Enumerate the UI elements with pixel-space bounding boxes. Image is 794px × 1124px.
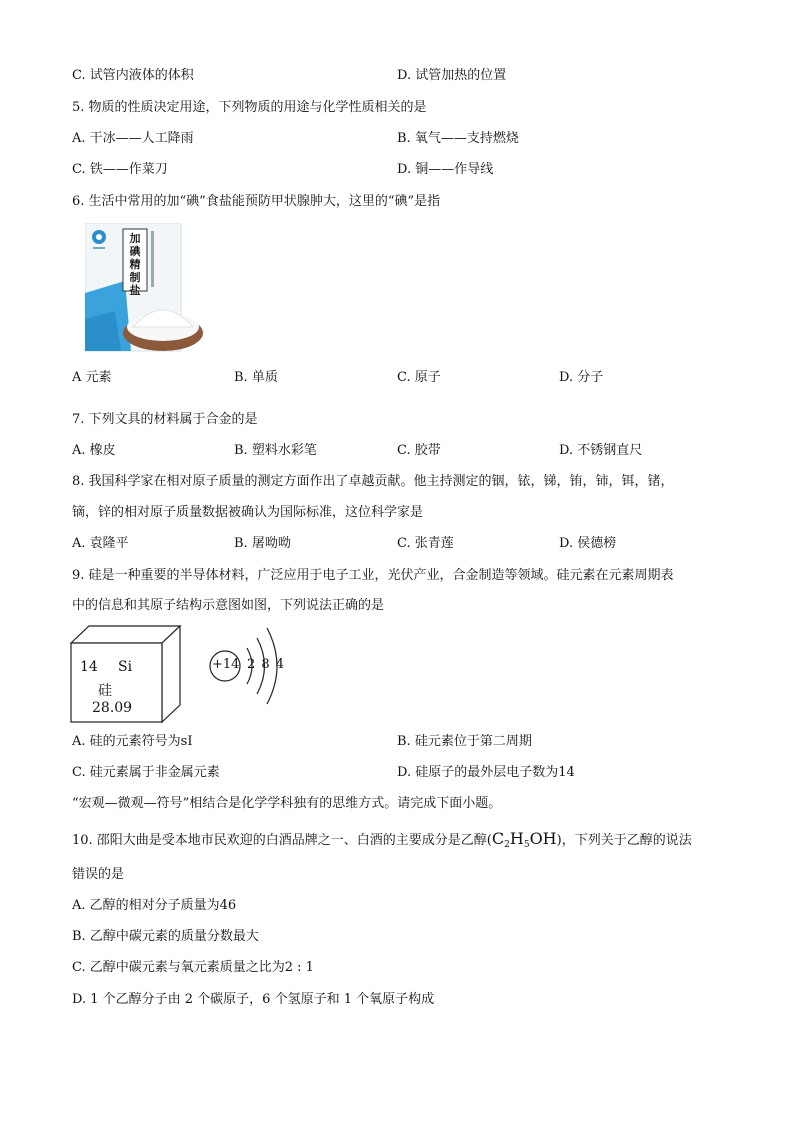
element-symbol: Si xyxy=(118,659,133,675)
iodized-salt-image xyxy=(85,223,203,355)
q6-option-d: D. 分子 xyxy=(559,370,604,385)
electron-shells: 2 8 4 xyxy=(247,657,286,672)
q6-option-c: C. 原子 xyxy=(397,370,441,385)
nucleus-charge: +14 xyxy=(212,657,240,672)
bag-title: 加碘精制盐 xyxy=(129,232,141,297)
q4-option-c: C. 试管内液体的体积 xyxy=(72,68,194,83)
q7-stem: 7. 下列文具的材料属于合金的是 xyxy=(72,412,258,427)
q9-option-b: B. 硅元素位于第二周期 xyxy=(397,734,532,749)
q10-option-d: D. 1 个乙醇分子由 2 个碳原子，6 个氢原子和 1 个氧原子构成 xyxy=(72,992,435,1007)
q7-option-b: B. 塑料水彩笔 xyxy=(234,443,317,458)
q7-option-c: C. 胶带 xyxy=(397,443,441,458)
q10-stem-post: )，下列关于乙醇的说法 xyxy=(556,833,692,848)
q6-option-a: A 元素 xyxy=(72,370,112,385)
q9-option-d: D. 硅原子的最外层电子数为14 xyxy=(397,765,575,780)
q8-option-d: D. 侯德榜 xyxy=(559,536,617,551)
q8-stem-line1: 8. 我国科学家在相对原子质量的测定方面作出了卓越贡献。他主持测定的铟，铱，锑，铕，铈，铒，锗， xyxy=(72,474,674,489)
q10-stem xyxy=(72,830,692,854)
q5-stem: 5. 物质的性质决定用途，下列物质的用途与化学性质相关的是 xyxy=(72,100,427,115)
q10-option-a: A. 乙醇的相对分子质量为46 xyxy=(72,898,237,913)
q10-option-b: B. 乙醇中碳元素的质量分数最大 xyxy=(72,929,259,944)
ethanol-formula: $C_2H_5OH$ xyxy=(491,829,557,850)
q6-stem: 6. 生活中常用的加“碘”食盐能预防甲状腺肿大，这里的“碘”是指 xyxy=(72,194,441,209)
element-number: 14 xyxy=(80,659,98,675)
periodic-table-cell xyxy=(70,625,182,723)
element-name: 硅 xyxy=(98,683,112,699)
q10-stem-line2: 错误的是 xyxy=(72,867,125,882)
section-intro: “宏观—微观—符号”相结合是化学学科独有的思维方式。请完成下面小题。 xyxy=(72,796,502,811)
q4-option-d: D. 试管加热的位置 xyxy=(397,68,507,83)
q5-option-c: C. 铁——作菜刀 xyxy=(72,162,168,177)
q10-option-c: C. 乙醇中碳元素与氧元素质量之比为2 : 1 xyxy=(72,960,314,975)
q9-stem-line2: 中的信息和其原子结构示意图如图，下列说法正确的是 xyxy=(72,598,385,613)
q5-option-a: A. 干冰——人工降雨 xyxy=(72,131,194,146)
q6-option-b: B. 单质 xyxy=(234,370,278,385)
q9-stem-line1: 9. 硅是一种重要的半导体材料，广泛应用于电子工业，光伏产业，合金制造等领域。硅元素在元素周期表 xyxy=(72,568,674,583)
q8-option-a: A. 袁隆平 xyxy=(72,536,129,551)
q7-option-a: A. 橡皮 xyxy=(72,443,116,458)
atom-structure-diagram xyxy=(205,622,295,712)
q7-option-d: D. 不锈钢直尺 xyxy=(559,443,643,458)
q8-option-c: C. 张青莲 xyxy=(397,536,454,551)
q8-stem-line2: 镝，锌的相对原子质量数据被确认为国际标准，这位科学家是 xyxy=(72,505,424,520)
q9-option-c: C. 硅元素属于非金属元素 xyxy=(72,765,220,780)
element-mass: 28.09 xyxy=(92,700,133,716)
q9-option-a: A. 硅的元素符号为sI xyxy=(72,734,193,749)
q10-stem-pre: 10. 邵阳大曲是受本地市民欢迎的白酒品牌之一、白酒的主要成分是乙醇( xyxy=(72,833,492,848)
q8-option-b: B. 屠呦呦 xyxy=(234,536,291,551)
q5-option-d: D. 铜——作导线 xyxy=(397,162,494,177)
q5-option-b: B. 氧气——支持燃烧 xyxy=(397,131,519,146)
